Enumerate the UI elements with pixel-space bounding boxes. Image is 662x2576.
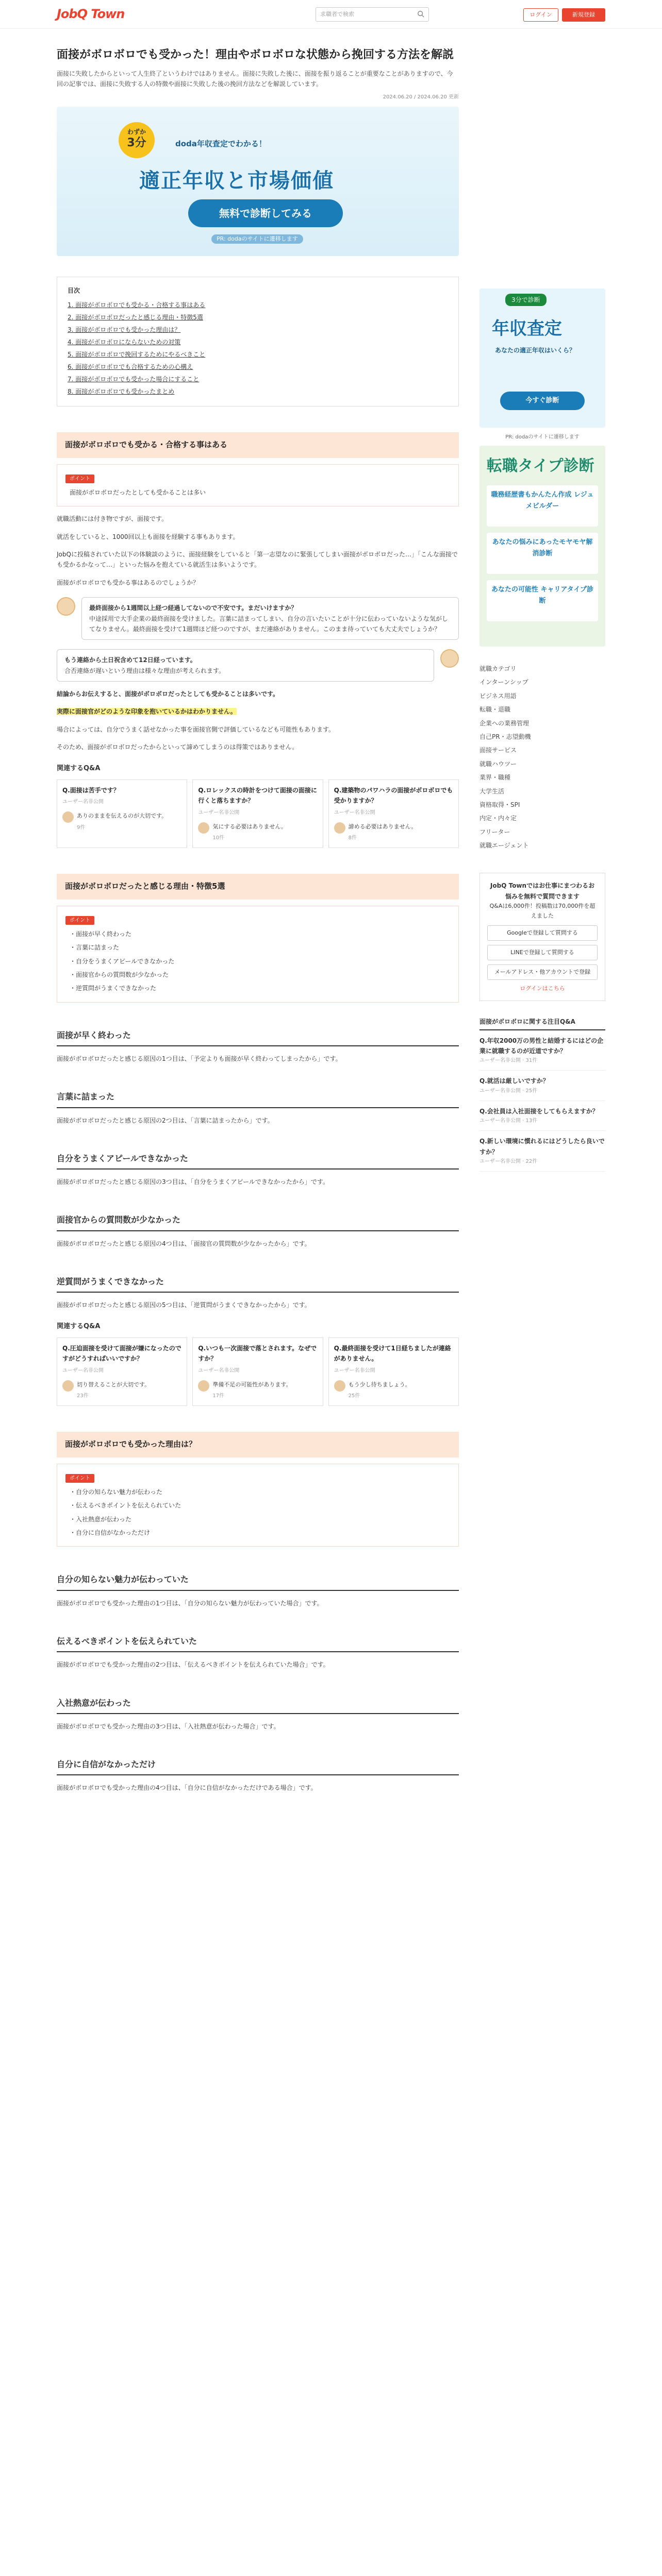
side-qa-item[interactable] (479, 1101, 605, 1131)
point-item: ・入社熱意が伝わった (70, 1515, 131, 1523)
qa-answer: 諦める必要はありません。 (348, 823, 417, 830)
point-tag: ポイント (65, 1474, 94, 1483)
qa-count: 10件 (212, 835, 225, 841)
point-box (57, 1464, 459, 1547)
subheading: 入社熱意が伝わった (57, 1696, 459, 1714)
search-placeholder: 求職者で検索 (320, 10, 354, 18)
line-signup-button[interactable]: LINEで登録して質問する (487, 945, 598, 960)
doda-banner[interactable] (57, 107, 459, 256)
subheading: 自分をうまくアピールできなかった (57, 1151, 459, 1170)
qa-answer: ありのままを伝えるのが大切です。 (77, 812, 168, 820)
point-item: ・面接官からの質問数が少なかった (70, 971, 169, 978)
qa-meta: ユーザー名非公開 (334, 809, 375, 816)
paragraph: 結論からお伝えすると、面接がボロボロだったとしても受かることは多いです。 (57, 690, 279, 698)
point-tag: ポイント (65, 916, 94, 925)
qa-meta: ユーザー名非公開 (62, 799, 104, 805)
related-qa-list (57, 1337, 459, 1406)
google-signup-button[interactable]: Googleで登録して質問する (487, 925, 598, 941)
banner-note: PR: dodaのサイトに遷移します (211, 234, 303, 244)
side-qa-question: Q.会社員は入社面接をしてもらえますか？ (479, 1107, 599, 1115)
login-button[interactable]: ログイン (523, 8, 558, 22)
point-box (57, 464, 459, 506)
avatar (440, 649, 459, 668)
side-banner-tools[interactable] (479, 446, 605, 647)
register-button[interactable]: 新規登録 (562, 8, 605, 22)
point-item: ・面接が早く終わった (70, 930, 131, 938)
point-item: ・自分をうまくアピールできなかった (70, 957, 175, 965)
side-banner2-title: 転職タイプ診断 (487, 457, 594, 475)
qa-question: Q.圧迫面接を受けて面接が嫌になったのですがどうすればいいですか？ (62, 1344, 181, 1363)
category-item[interactable]: 企業への業務管理 (479, 719, 529, 727)
paragraph: 就職活動には付き物ですが、面接です。 (57, 515, 168, 523)
paragraph: 面接がボロボロでも受かった理由の4つ目は、「自分に自信がなかっただけである場合」です。 (57, 1784, 317, 1792)
qa-question: Q.最終面接を受けて1日経ちましたが連絡がありません。 (334, 1344, 451, 1363)
article-date: 2024.06.20 / 2024.06.20 更新 (383, 94, 459, 100)
paragraph: 面接がボロボロだったと感じる原因の2つ目は、「言葉に詰まったから」です。 (57, 1116, 274, 1124)
paragraph: 就活をしていると、1000回以上も面接を経験する事もあります。 (57, 533, 239, 540)
point-item: ・伝えるべきポイントを伝えられていた (70, 1502, 181, 1510)
toc-item[interactable]: 1. 面接がボロボロでも受かる・合格する事はある (68, 301, 206, 309)
category-item[interactable]: 就職エージェント (479, 842, 529, 850)
avatar (62, 811, 74, 823)
category-item[interactable]: ビジネス用語 (479, 692, 517, 700)
qa-card[interactable] (192, 779, 323, 848)
side-banner-tag: 3分で診断 (505, 294, 547, 306)
subheading: 言葉に詰まった (57, 1090, 459, 1108)
side-banner-sub: あなたの適正年収はいくら？ (495, 347, 576, 354)
chat-a-title: もう連絡から土日祝含めて12日経っています。 (64, 656, 196, 664)
sidebar (479, 289, 605, 1172)
avatar (62, 1380, 74, 1392)
banner-subtitle: doda年収査定でわかる！ (175, 139, 267, 148)
side-qa-item[interactable] (479, 1131, 605, 1172)
avatar (198, 1380, 209, 1392)
avatar (334, 1380, 345, 1392)
toc-title: 目次 (68, 286, 80, 294)
avatar (334, 822, 345, 834)
side-qa-meta: ユーザー名非公開 · 31件 (479, 1058, 538, 1064)
side-banner-salary[interactable] (479, 289, 605, 428)
side-qa-item[interactable] (479, 1030, 605, 1071)
qa-count: 25件 (348, 1393, 360, 1399)
category-item[interactable]: 資格取得・SPI (479, 801, 520, 808)
point-box (57, 906, 459, 1003)
qa-meta: ユーザー名非公開 (198, 809, 240, 816)
section-heading: 面接がボロボロだったと感じる理由・特徴5選 (57, 874, 459, 900)
avatar (57, 597, 75, 616)
toc-item[interactable]: 4. 面接がボロボロにならないための対策 (68, 338, 181, 346)
point-item: ・自分に自信がなかっただけ (70, 1529, 151, 1536)
category-item[interactable]: 大学生活 (479, 787, 505, 795)
qa-answer: 準備不足の可能性があります。 (212, 1381, 292, 1388)
paragraph: 面接がボロボロでも受かる事はあるのでしょうか？ (57, 579, 200, 586)
qa-card[interactable] (328, 779, 459, 848)
qa-question: Q.建築物のパワハラの面接がボロボロでも受かりますか？ (334, 786, 453, 805)
qa-card[interactable] (57, 1337, 187, 1406)
login-link[interactable]: ログインはこちら (520, 985, 565, 992)
chat-a-body: 合否連絡が遅いという理由は様々な理由が考えられます。 (64, 667, 225, 674)
subheading: 伝えるべきポイントを伝えられていた (57, 1634, 459, 1652)
paragraph: 面接がボロボロでも受かった理由の3つ目は、「入社熱意が伝わった場合」です。 (57, 1722, 280, 1730)
paragraph: 面接がボロボロだったと感じる原因の4つ目は、「面接官の質問数が少なかったから」です。 (57, 1240, 311, 1247)
banner-badge-main: 3分 (127, 137, 146, 150)
paragraph: 面接がボロボロでも受かった理由の1つ目は、「自分の知らない魅力が伝わっていた場合」です。 (57, 1599, 323, 1607)
side-banner-button[interactable]: 今すぐ診断 (500, 392, 585, 410)
avatar (198, 822, 209, 834)
toc-item[interactable]: 3. 面接がボロボロでも受かった理由は？ (68, 326, 181, 334)
chat-q-title: 最終面接から1週間以上経つ経過してないので不安です。まだいけますか？ (89, 604, 297, 612)
side-qa-meta: ユーザー名非公開 · 13件 (479, 1118, 538, 1124)
category-item[interactable]: 就職カテゴリ (479, 665, 517, 672)
point-item: ・逆質問がうまくできなかった (70, 985, 157, 992)
article-main (57, 46, 459, 1793)
qa-count: 9件 (77, 824, 86, 831)
qa-answer: 気にする必要はありません。 (212, 823, 287, 830)
qa-answer: 切り替えることが大切です。 (77, 1381, 151, 1388)
qa-question: Q.ロレックスの時計をつけて面接の面接に行くと落ちますか？ (198, 786, 317, 805)
paragraph: 場合によっては、自分でうまく話せなかった事を面接官側で評価しているなども可能性もあります。 (57, 725, 335, 733)
related-qa-heading: 関連するQ&A (57, 1322, 101, 1330)
paragraph: 面接がボロボロでも受かった理由の2つ目は、「伝えるべきポイントを伝えられていた場合」です。 (57, 1661, 329, 1669)
paragraph (57, 706, 459, 717)
article-lead: 面接に失敗したからといって人生終了というわけではありません。面接に失敗した後に、面接を振り返ることが重要なことがありますので、今回の記事では、面接に失敗する人の特徴や面接に失敗した後の挽回方法などを解説しています。 (57, 70, 453, 88)
subheading: 自分に自信がなかっただけ (57, 1757, 459, 1775)
qa-meta: ユーザー名非公開 (334, 1367, 375, 1374)
category-item[interactable]: インターンシップ (479, 679, 528, 686)
side-banner-title: 年収査定 (492, 318, 562, 339)
qa-question: Q.いつも一次面接で落とされます。なぜですか？ (198, 1344, 317, 1363)
side-qa-item[interactable] (479, 1071, 605, 1100)
subheading: 逆質問がうまくできなかった (57, 1275, 459, 1293)
side-qa-question: Q.年収2000万の男性と結婚するにはどの企業に就職するのが近道ですか？ (479, 1037, 604, 1055)
toc-item[interactable]: 8. 面接がボロボロでも受かったまとめ (68, 388, 175, 396)
qa-card[interactable] (57, 779, 187, 848)
side-qa-question: Q.就活は厳しいですか？ (479, 1077, 549, 1085)
category-list (479, 662, 605, 852)
banner-title: 適正年収と市場価値 (139, 168, 334, 193)
section-heading: 面接がボロボロでも受かる・合格する事はある (57, 432, 459, 458)
tool-card[interactable]: あなたの悩みにあったモヤモヤ解消診断 (487, 533, 598, 574)
qa-count: 23件 (77, 1393, 89, 1399)
category-item[interactable]: 転職・退職 (479, 706, 511, 714)
jobq-signup-box (479, 873, 605, 1001)
section-heading: 面接がボロボロでも受かった理由は？ (57, 1432, 459, 1458)
highlight-text: 実際に面接官がどのような印象を抱いているかはわかりません。 (57, 708, 237, 716)
banner-badge (119, 122, 155, 158)
subheading: 自分の知らない魅力が伝わっていた (57, 1572, 459, 1590)
paragraph: JobQに投稿されていた以下の体験談のように、面接経験をしていると「第一志望なのに緊張してしまい面接がボロボロだった…」「こんな面接でも受かるかなって…」といった悩みを抱えている就活生は多いようです。 (57, 550, 458, 569)
category-item[interactable]: 業界・職種 (479, 774, 511, 782)
qa-meta: ユーザー名非公開 (198, 1367, 240, 1374)
category-item[interactable]: 自己PR・志望動機 (479, 733, 531, 740)
chat-bubble (81, 597, 459, 640)
toc-item[interactable]: 5. 面接がボロボロで挽回するためにやるべきこと (68, 351, 206, 359)
search-icon[interactable] (417, 10, 424, 18)
point-tag: ポイント (65, 474, 94, 483)
side-qa-meta: ユーザー名非公開 · 22件 (479, 1159, 538, 1165)
paragraph: 面接がボロボロだったと感じる原因の3つ目は、「自分をうまくアピールできなかったから」です。 (57, 1178, 329, 1186)
point-text: 面接がボロボロだったとしても受かることは多い (70, 488, 206, 496)
qa-count: 17件 (212, 1393, 225, 1399)
side-qa-meta: ユーザー名非公開 · 25件 (479, 1088, 538, 1094)
chat-question (57, 597, 459, 640)
paragraph: 面接がボロボロだったと感じる原因の1つ目は、「予定よりも面接が早く終わってしまったから」です。 (57, 1055, 342, 1062)
qa-question: Q.面接は苦手です？ (62, 786, 120, 794)
qa-answer: もう少し待ちましょう。 (348, 1381, 411, 1388)
chat-q-body: 中途採用で大手企業の最終面接を受けました。言葉に詰まってしまい、自分の言いたいことが十分に伝わっていないような気がしてなりません。最終面接を受けて1週間ほど経つのですが、まだ連絡がありません。このまま待っていても大丈夫でしょうか？ (89, 615, 448, 633)
category-item[interactable]: 内定・内々定 (479, 815, 517, 822)
site-logo[interactable]: JobQ Town (57, 7, 125, 22)
banner-cta-button[interactable]: 無料で診断してみる (188, 199, 343, 227)
site-header (0, 0, 662, 29)
related-qa-heading: 関連するQ&A (57, 764, 101, 772)
search-input[interactable] (316, 7, 429, 22)
qa-meta: ユーザー名非公開 (62, 1367, 104, 1374)
side-banner-note: PR: dodaのサイトに遷移します (505, 434, 580, 440)
toc-item[interactable]: 2. 面接がボロボロだったと感じる理由・特徴5選 (68, 314, 203, 321)
subheading: 面接官からの質問数が少なかった (57, 1213, 459, 1231)
qa-count: 8件 (348, 835, 357, 841)
category-item[interactable]: 就職ハウツー (479, 760, 517, 768)
paragraph: 面接がボロボロだったと感じる原因の5つ目は、「逆質問がうまくできなかったから」です。 (57, 1301, 311, 1309)
subheading: 面接が早く終わった (57, 1028, 459, 1046)
tool-card[interactable]: あなたの可能性 キャリアタイプ診断 (487, 580, 598, 621)
qa-card[interactable] (192, 1337, 323, 1406)
mail-signup-button[interactable]: メールアドレス・他アカウントで登録 (487, 964, 598, 980)
chat-answer (57, 649, 459, 682)
chat-bubble (57, 649, 434, 682)
side-qa-heading: 面接がボロボロに関する注目Q&A (479, 1016, 605, 1030)
banner-badge-top: わずか (127, 128, 146, 135)
related-qa-list (57, 779, 459, 848)
paragraph: そのため、面接がボロボロだったからといって諦めてしまうのは得策ではありません。 (57, 743, 299, 751)
tool-card[interactable]: 職務経歴書もかんたん作成 レジュメビルダー (487, 485, 598, 527)
category-item[interactable]: フリーター (479, 828, 510, 836)
point-item: ・言葉に詰まった (70, 944, 120, 952)
point-item: ・自分の知らない魅力が伝わった (70, 1488, 162, 1496)
jobq-subtitle: Q&Aは6,000件！投稿数は70,000件を超えました (489, 903, 595, 919)
toc-item[interactable]: 7. 面接がボロボロでも受かった場合にすること (68, 376, 200, 383)
category-item[interactable]: 面接サービス (479, 747, 517, 754)
article-title: 面接がボロボロでも受かった！理由やボロボロな状態から挽回する方法を解説 (57, 48, 454, 61)
table-of-contents (57, 277, 459, 406)
toc-item[interactable]: 6. 面接がボロボロでも合格するための心構え (68, 363, 193, 371)
qa-card[interactable] (328, 1337, 459, 1406)
side-qa-question: Q.新しい環境に慣れるにはどうしたら良いですか？ (479, 1138, 605, 1156)
jobq-title: JobQ Townではお仕事にまつわるお悩みを無料で質問できます (490, 882, 595, 900)
